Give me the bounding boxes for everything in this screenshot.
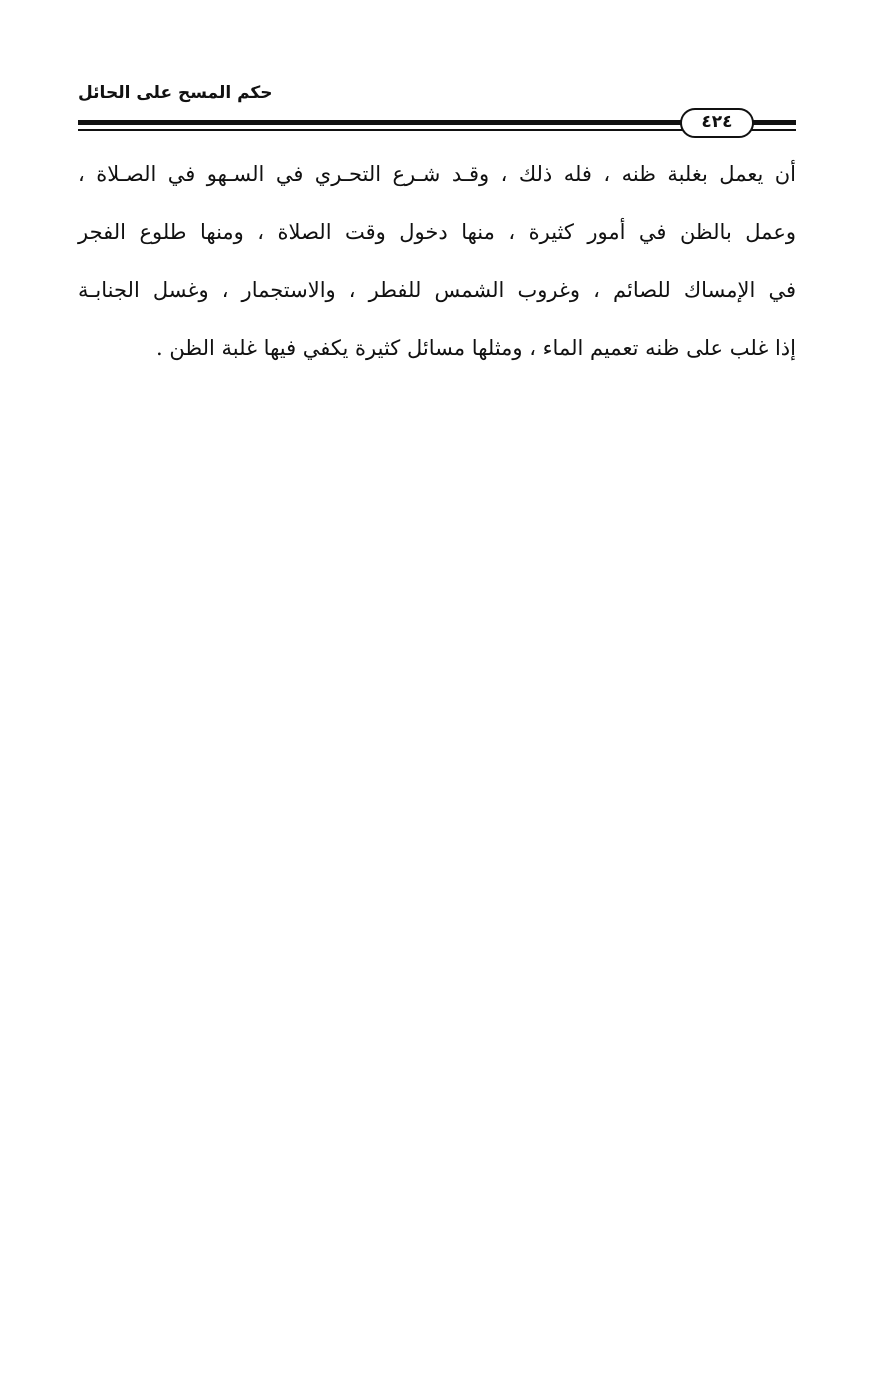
header-rule (78, 106, 796, 140)
page-number: ٤٢٤ (680, 108, 754, 138)
text-line-4: إذا غلب على ظنه تعميم الماء ، ومثلها مسائل كثيرة يكفي فيها غلبة الظن . (156, 336, 796, 360)
text-line-1: أن يعمل بغلبة ظنه ، فله ذلك ، وقـد شـرع التحـري في السـهو في الصـلاة ، (78, 162, 796, 186)
body-paragraph (78, 152, 796, 384)
text-line-3: في الإمساك للصائم ، وغروب الشمس للفطر ، والاستجمار ، وغسل الجنابـة (78, 278, 796, 302)
text-line-2: وعمل بالظن في أمور كثيرة ، منها دخول وقت الصلاة ، ومنها طلوع الفجر (78, 220, 796, 244)
running-title: حكم المسح على الحائل (78, 83, 273, 103)
